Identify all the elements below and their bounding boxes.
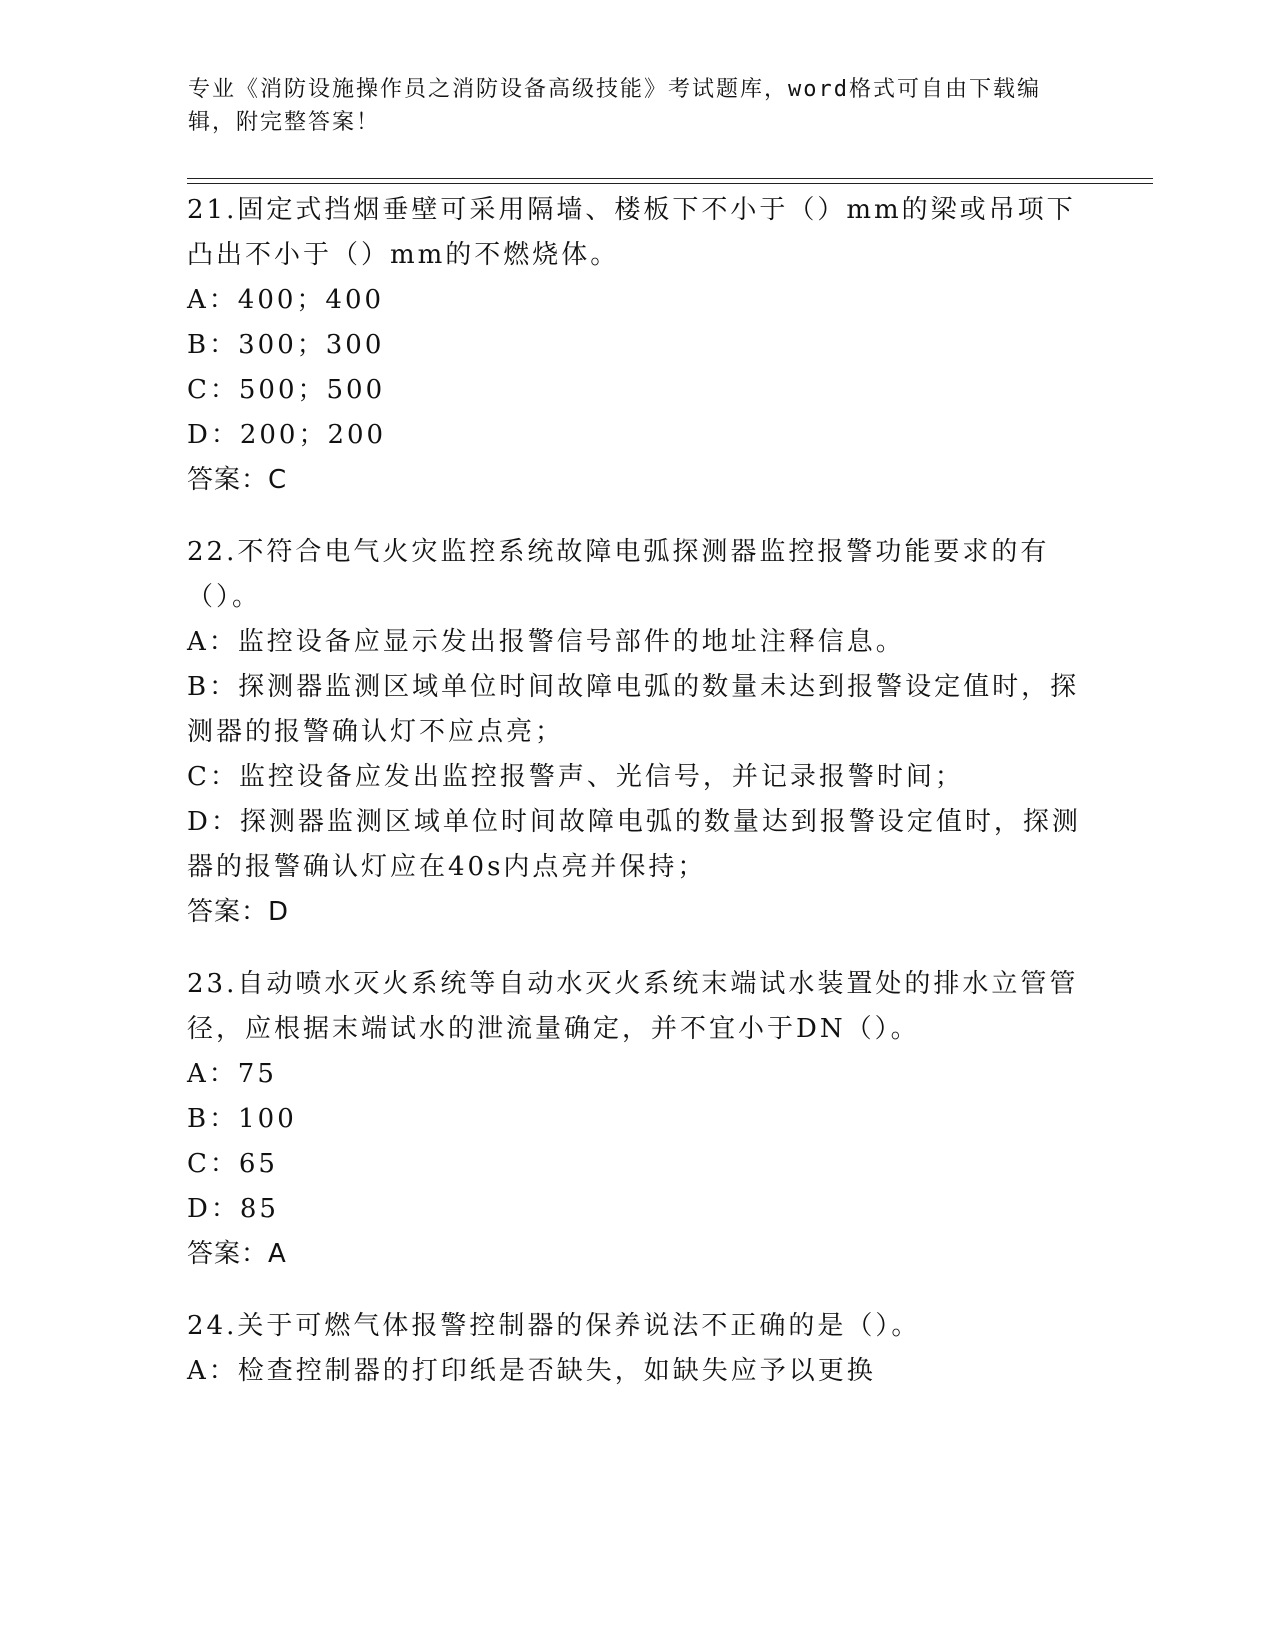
answer-line: 答案：C [187, 465, 288, 495]
option-b: B：300；300 [187, 330, 385, 360]
question-23 [187, 962, 1087, 1277]
option-a: A：检查控制器的打印纸是否缺失，如缺失应予以更换 [187, 1356, 876, 1386]
option-a: A：监控设备应显示发出报警信号部件的地址注释信息。 [187, 627, 905, 657]
question-stem: 22.不符合电气火灾监控系统故障电弧探测器监控报警功能要求的有（）。 [187, 537, 1050, 612]
option-a: A：75 [187, 1059, 277, 1089]
question-24 [187, 1304, 1087, 1394]
header-divider-bottom [187, 183, 1153, 184]
option-b: B：探测器监测区域单位时间故障电弧的数量未达到报警设定值时，探测器的报警确认灯不应点亮； [187, 672, 1080, 747]
question-22 [187, 530, 1087, 935]
option-c: C：65 [187, 1149, 278, 1179]
document-intro: 专业《消防设施操作员之消防设备高级技能》考试题库，word格式可自由下载编辑，附完整答案！ [188, 77, 1041, 135]
question-list [187, 188, 1087, 1421]
question-stem: 23.自动喷水灭火系统等自动水灭火系统末端试水装置处的排水立管管径，应根据末端试水的泄流量确定，并不宜小于DN（）。 [187, 969, 1079, 1044]
option-d: D：85 [187, 1194, 279, 1224]
header-divider-top [187, 178, 1153, 179]
question-stem: 21.固定式挡烟垂壁可采用隔墙、楼板下不小于（）mm的梁或吊项下凸出不小于（）mm的不燃烧体。 [187, 195, 1076, 270]
option-c: C：监控设备应发出监控报警声、光信号，并记录报警时间； [187, 762, 964, 792]
option-b: B：100 [187, 1104, 297, 1134]
answer-line: 答案：D [187, 897, 290, 927]
question-stem: 24.关于可燃气体报警控制器的保养说法不正确的是（）。 [187, 1311, 921, 1341]
option-d: D：200；200 [187, 420, 387, 450]
option-c: C：500；500 [187, 375, 386, 405]
option-d: D：探测器监测区域单位时间故障电弧的数量达到报警设定值时，探测器的报警确认灯应在40s内点亮并保持； [187, 807, 1081, 882]
question-21 [187, 188, 1087, 503]
option-a: A：400；400 [187, 285, 385, 315]
answer-line: 答案：A [187, 1239, 287, 1269]
